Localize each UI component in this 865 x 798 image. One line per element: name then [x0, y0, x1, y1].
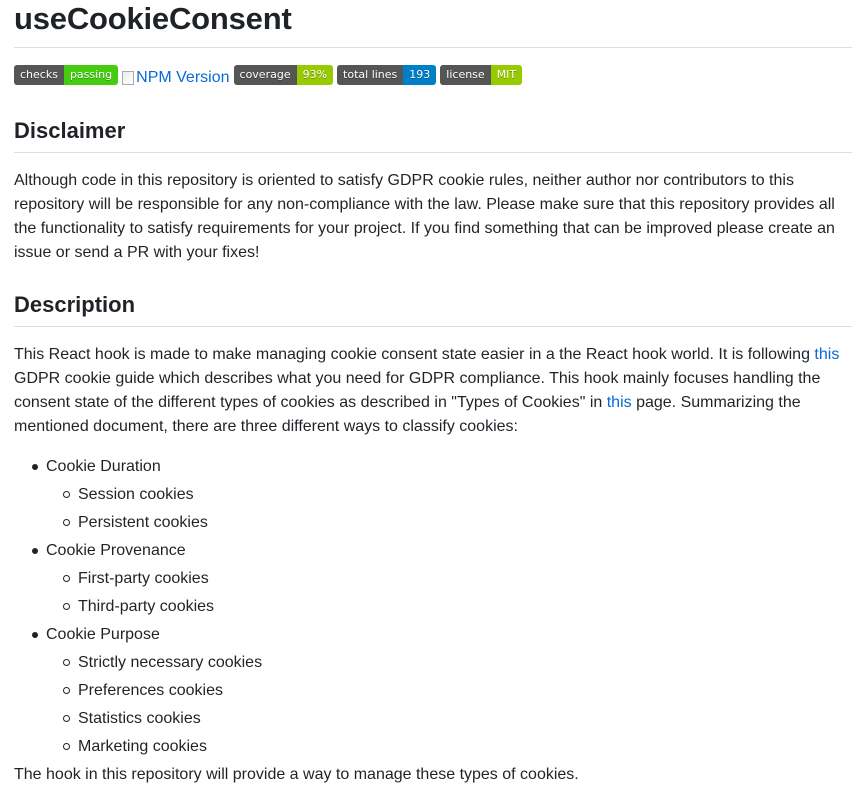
badge-value: MIT — [491, 65, 522, 85]
sub-list-item: Persistent cookies — [14, 511, 854, 535]
sub-list-item: Preferences cookies — [14, 679, 854, 703]
sub-list-item: Marketing cookies — [14, 735, 854, 759]
description-footer: The hook in this repository will provide a way to manage these types of cookies. — [14, 766, 579, 783]
sub-list-item: Session cookies — [14, 483, 854, 507]
description-text-part: This React hook is made to make managing cookie consent state easier in a the React hook world. It is following — [14, 346, 815, 363]
badge-row — [14, 65, 522, 85]
sub-list-item: Third-party cookies — [14, 595, 854, 619]
badge-label: checks — [14, 65, 64, 85]
cookie-classification-list — [14, 455, 854, 759]
disclaimer-heading: Disclaimer — [14, 118, 126, 143]
badge-label: coverage — [234, 65, 297, 85]
disclaimer-text: Although code in this repository is oriented to satisfy GDPR cookie rules, neither author nor contributors to this repository will be responsible for any non-compliance with the law. Please make sure that this repository provides all the functionality to satisfy requirements for your project. If you find something that can be improved please create an issue or send a PR with your fixes! — [14, 172, 835, 261]
list-item-label: Cookie Provenance — [46, 542, 186, 559]
description-text-part: GDPR cookie guide which describes what you need for GDPR compliance. This hook mainly focuses handling the consent state of the different types of cookies as described in "Types of Cookies" in — [14, 370, 821, 411]
badge-label: license — [440, 65, 490, 85]
badge-value: 93% — [297, 65, 333, 85]
description-heading: Description — [14, 292, 136, 317]
license-badge[interactable] — [440, 65, 522, 85]
npm-version-alt: NPM Version — [136, 69, 230, 86]
broken-image-icon — [122, 71, 134, 85]
badge-value: passing — [64, 65, 118, 85]
list-item — [14, 623, 854, 759]
npm-version-badge[interactable] — [122, 68, 229, 88]
cookie-types-link[interactable]: this — [606, 394, 632, 411]
sub-list-item: Strictly necessary cookies — [14, 651, 854, 675]
page-title: useCookieConsent — [14, 1, 292, 36]
gdpr-guide-link[interactable]: this — [814, 346, 840, 363]
list-item — [14, 455, 854, 535]
list-item-label: Cookie Purpose — [46, 626, 160, 643]
description-text — [14, 343, 859, 439]
badge-value: 193 — [403, 65, 436, 85]
description-text-part: page. Summarizing the mentioned document, there are three different ways to classify cookies: — [14, 394, 801, 435]
sub-list-item: Statistics cookies — [14, 707, 854, 731]
badge-label: total lines — [337, 65, 403, 85]
title-divider — [14, 47, 852, 48]
description-divider — [14, 326, 852, 327]
disclaimer-divider — [14, 152, 852, 153]
list-item-label: Cookie Duration — [46, 458, 161, 475]
total-lines-badge[interactable] — [337, 65, 436, 85]
sub-list-item: First-party cookies — [14, 567, 854, 591]
checks-badge[interactable] — [14, 65, 118, 85]
list-item — [14, 539, 854, 619]
coverage-badge[interactable] — [234, 65, 334, 85]
